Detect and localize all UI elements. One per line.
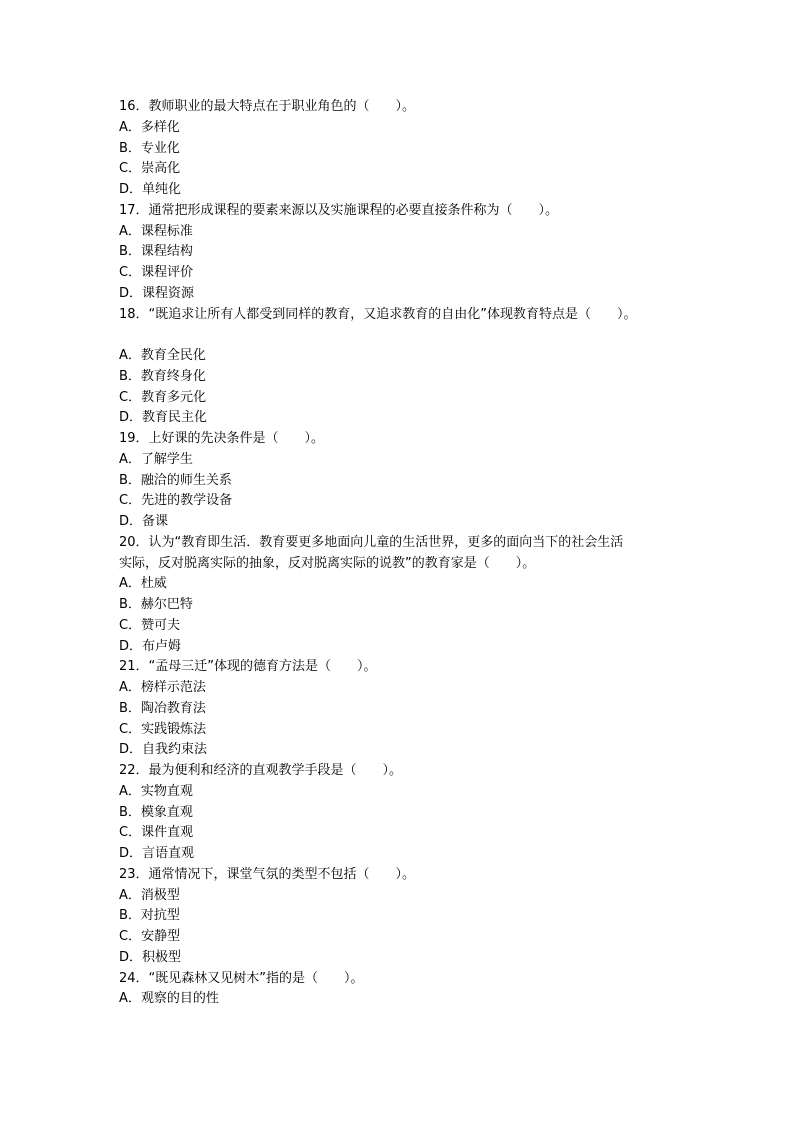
option-a: A．课程标准 xyxy=(119,223,193,239)
option-b: B．模象直观 xyxy=(119,804,193,820)
option-b: B．教育终身化 xyxy=(119,368,206,384)
option-d: D．课程资源 xyxy=(119,285,195,301)
option-a: A．杜威 xyxy=(119,576,167,592)
option-d: D．自我约束法 xyxy=(119,742,208,758)
option-a: A．实物直观 xyxy=(119,783,193,799)
question-19 xyxy=(119,429,699,533)
question-stem-line-1: 20．认为“教育即生活．教育要更多地面向儿童的生活世界，更多的面向当下的社会生活 xyxy=(119,534,624,550)
question-stem: 22．最为便利和经济的直观教学手段是（ ）。 xyxy=(119,763,403,778)
question-stem: 16．教师职业的最大特点在于职业角色的（ ）。 xyxy=(119,99,416,114)
question-stem: 23．通常情况下，课堂气氛的类型不包括（ ）。 xyxy=(119,866,416,882)
option-c: C．先进的教学设备 xyxy=(119,493,233,509)
question-21 xyxy=(119,657,699,761)
question-24 xyxy=(119,969,699,1011)
question-17 xyxy=(119,201,699,305)
option-a: A．消极型 xyxy=(119,887,180,903)
question-20 xyxy=(119,533,699,658)
question-stem: 17．通常把形成课程的要素来源以及实施课程的必要直接条件称为（ ）。 xyxy=(119,202,559,218)
option-a: A．观察的目的性 xyxy=(119,991,219,1007)
question-18 xyxy=(119,305,699,430)
option-a: A．多样化 xyxy=(119,119,180,135)
option-b: B．课程结构 xyxy=(119,244,193,260)
option-d: D．言语直观 xyxy=(119,846,195,861)
question-22 xyxy=(119,761,699,865)
question-stem: 18．“既追求让所有人都受到同样的教育，又追求教育的自由化”体现教育特点是（ ）。 xyxy=(119,306,637,322)
option-c: C．实践锻炼法 xyxy=(119,721,207,737)
option-b: B．赫尔巴特 xyxy=(119,597,193,612)
option-b: B．陶冶教育法 xyxy=(119,700,206,716)
question-stem: 19．上好课的先决条件是（ ）。 xyxy=(119,431,325,446)
option-c: C．安静型 xyxy=(119,929,181,944)
option-d: D．备课 xyxy=(119,514,169,529)
question-stem: 24．“既见森林又见树木”指的是（ ）。 xyxy=(119,970,364,986)
option-d: D．积极型 xyxy=(119,949,182,965)
option-b: B．融洽的师生关系 xyxy=(119,472,232,488)
option-a: A．榜样示范法 xyxy=(119,680,206,695)
question-23 xyxy=(119,865,699,969)
option-a: A．了解学生 xyxy=(119,451,193,467)
option-b: B．对抗型 xyxy=(119,908,180,924)
question-16 xyxy=(119,97,699,201)
question-stem-line-2: 实际，反对脱离实际的抽象，反对脱离实际的说教”的教育家是（ ）。 xyxy=(119,555,536,571)
option-c: C．课件直观 xyxy=(119,825,194,841)
option-b: B．专业化 xyxy=(119,140,180,156)
option-c: C．教育多元化 xyxy=(119,389,207,405)
option-d: D．布卢姆 xyxy=(119,638,182,654)
question-stem: 21．“孟母三迁”体现的德育方法是（ ）。 xyxy=(119,659,377,675)
option-a: A．教育全民化 xyxy=(119,348,206,363)
document-page xyxy=(119,97,699,1010)
option-d: D．单纯化 xyxy=(119,182,182,197)
option-d: D．教育民主化 xyxy=(119,410,208,426)
option-c: C．崇高化 xyxy=(119,161,181,177)
option-c: C．赞可夫 xyxy=(119,617,181,633)
option-c: C．课程评价 xyxy=(119,265,194,280)
